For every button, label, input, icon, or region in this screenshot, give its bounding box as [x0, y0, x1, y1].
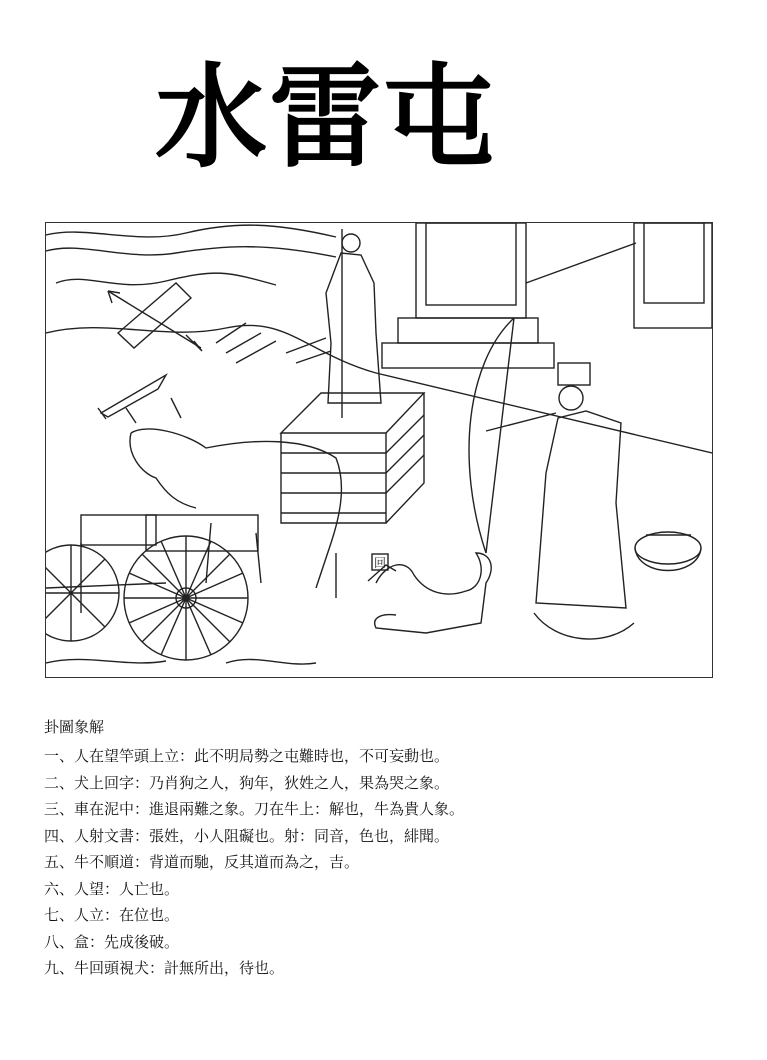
legend-item: 五、牛不順道：背道而馳，反其道而為之，吉。	[44, 853, 360, 871]
ox	[126, 398, 341, 598]
legend-item: 一、人在望竿頭上立：此不明局勢之屯難時也，不可妄動也。	[44, 747, 450, 765]
legend-item: 四、人射文書：張姓，小人阻礙也。射：同音，色也，緋聞。	[44, 826, 450, 845]
scroll-arrow	[108, 283, 202, 351]
legend-item: 六、人望：人亡也。	[44, 879, 180, 898]
cart	[46, 515, 258, 660]
dog	[368, 553, 491, 633]
legend-item: 九、牛回頭視犬：計無所出，待也。	[44, 959, 285, 977]
page-title: 水雷屯	[155, 53, 497, 183]
hexagram-illustration	[45, 222, 713, 678]
knife	[98, 375, 166, 419]
archer	[469, 318, 634, 639]
horizon-line	[46, 325, 712, 453]
dog-symbol-text: 回	[373, 556, 387, 570]
legend-list	[44, 743, 724, 982]
legend-item: 二、犬上回字：乃肖狗之人，狗年，狄姓之人，果為哭之象。	[44, 773, 450, 792]
legend-heading: 卦圖象解	[44, 718, 105, 736]
legend-item: 八、盒：先成後破。	[44, 932, 180, 951]
legend-item: 三、車在泥中：進退兩難之象。刀在牛上：解也，牛為貴人象。	[44, 800, 465, 818]
building	[382, 223, 712, 368]
hexagram-legend	[44, 716, 724, 982]
pedestal	[281, 393, 424, 523]
dog-symbol	[372, 554, 388, 570]
legend-item: 七、人立：在位也。	[44, 906, 180, 924]
cloud-lines	[46, 225, 336, 285]
covered-box	[635, 532, 701, 571]
